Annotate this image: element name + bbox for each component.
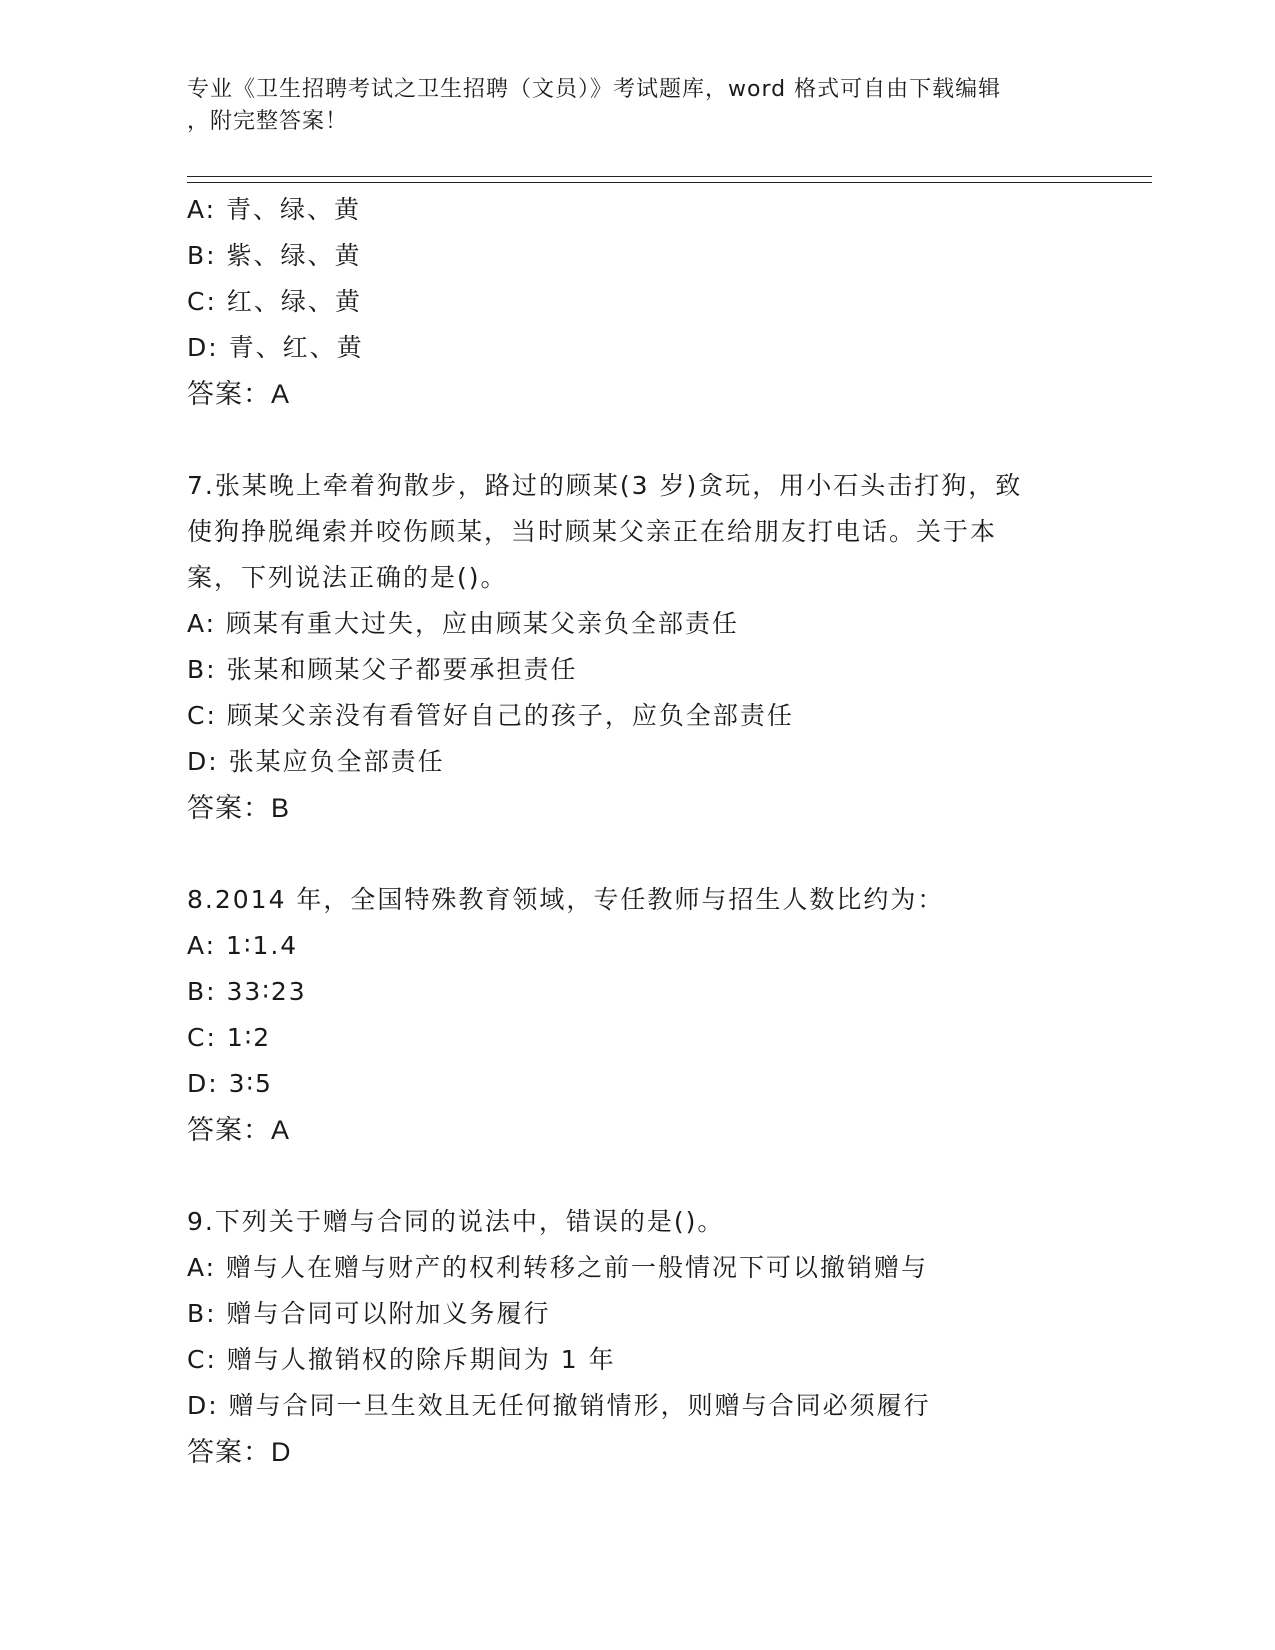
question-gap	[187, 1153, 1087, 1199]
header-rule-top	[187, 176, 1152, 177]
option-d: D: 青、红、黄	[187, 333, 364, 362]
answer: 答案：B	[187, 793, 291, 823]
question-list	[187, 187, 1087, 1475]
question-8	[187, 877, 1087, 1153]
answer: 答案：A	[187, 379, 291, 409]
option-d: D: 3∶5	[187, 1069, 273, 1098]
answer: 答案：A	[187, 1115, 291, 1145]
document-header	[187, 74, 1087, 138]
question-text-line: 7.张某晚上牵着狗散步，路过的顾某(3 岁)贪玩，用小石头击打狗，致	[187, 471, 1023, 500]
question-gap	[187, 831, 1087, 877]
question-text-line: 使狗挣脱绳索并咬伤顾某，当时顾某父亲正在给朋友打电话。关于本	[187, 517, 998, 546]
option-a: A: 1∶1.4	[187, 931, 299, 960]
question-text-line: 8.2014 年，全国特殊教育领域，专任教师与招生人数比约为：	[187, 885, 945, 914]
option-d: D: 赠与合同一旦生效且无任何撤销情形，则赠与合同必须履行	[187, 1391, 931, 1420]
answer: 答案：D	[187, 1437, 292, 1467]
option-c: C: 赠与人撤销权的除斥期间为 1 年	[187, 1345, 616, 1374]
option-b: B: 33∶23	[187, 977, 307, 1006]
question-6	[187, 187, 1087, 417]
header-line-1: 专业《卫生招聘考试之卫生招聘（文员）》考试题库，word 格式可自由下载编辑	[187, 77, 1002, 102]
header-rule-bottom	[187, 182, 1152, 183]
question-gap	[187, 417, 1087, 463]
option-a: A: 赠与人在赠与财产的权利转移之前一般情况下可以撤销赠与	[187, 1253, 929, 1282]
option-c: C: 红、绿、黄	[187, 287, 362, 316]
option-a: A: 顾某有重大过失，应由顾某父亲负全部责任	[187, 609, 740, 638]
option-b: B: 赠与合同可以附加义务履行	[187, 1299, 551, 1328]
question-7	[187, 463, 1087, 831]
question-9	[187, 1199, 1087, 1475]
option-a: A: 青、绿、黄	[187, 195, 362, 224]
question-text-line: 案，下列说法正确的是()。	[187, 563, 508, 592]
option-b: B: 张某和顾某父子都要承担责任	[187, 655, 578, 684]
option-c: C: 顾某父亲没有看管好自己的孩子，应负全部责任	[187, 701, 794, 730]
option-c: C: 1∶2	[187, 1023, 272, 1052]
option-d: D: 张某应负全部责任	[187, 747, 445, 776]
option-b: B: 紫、绿、黄	[187, 241, 362, 270]
header-line-2: ，附完整答案！	[187, 109, 349, 134]
question-text-line: 9.下列关于赠与合同的说法中，错误的是()。	[187, 1207, 725, 1236]
